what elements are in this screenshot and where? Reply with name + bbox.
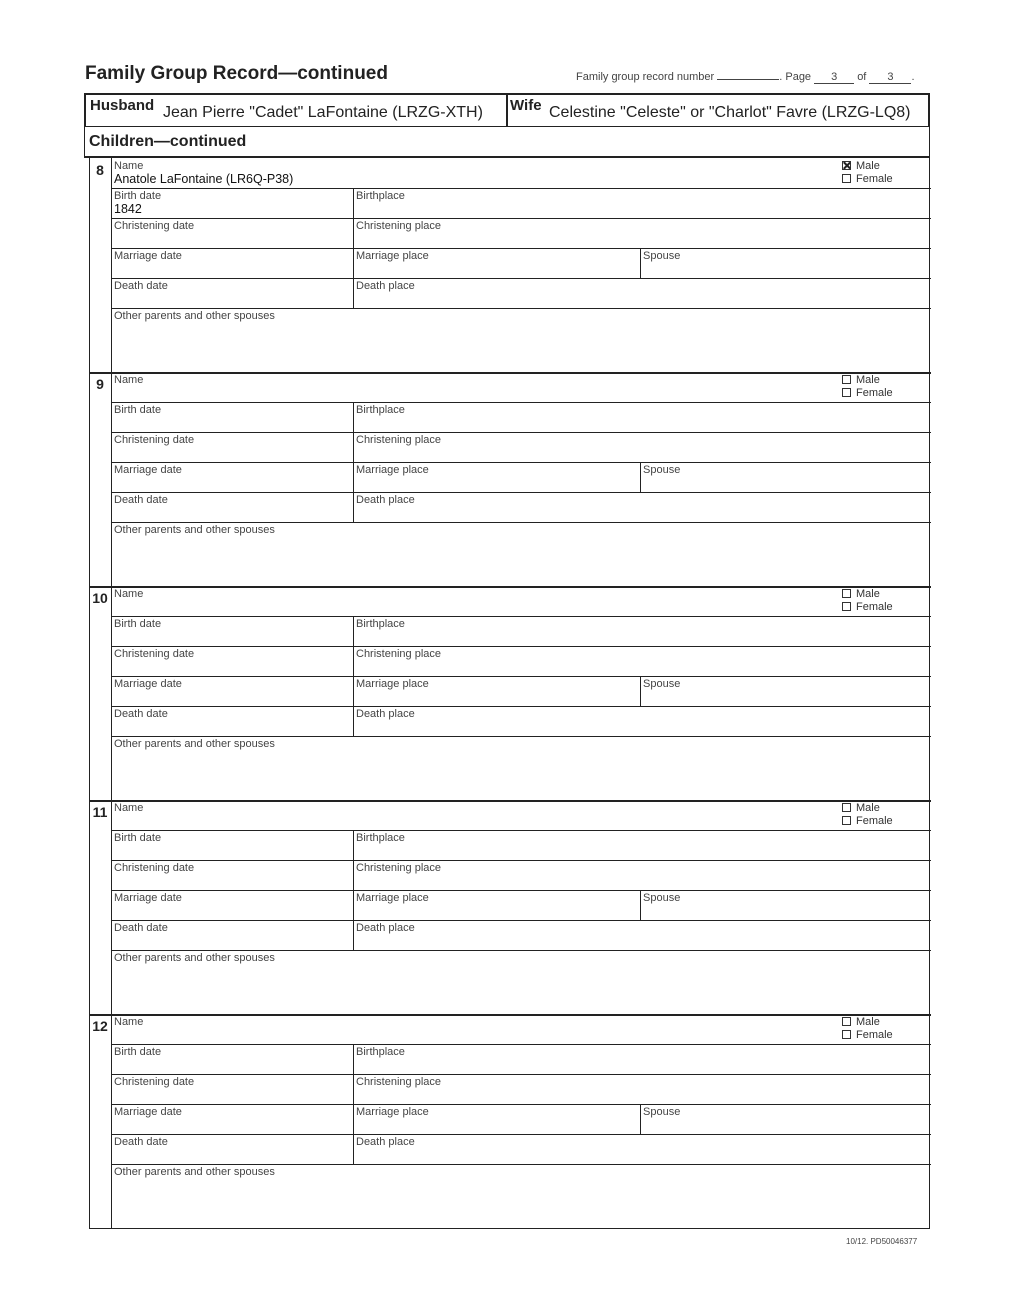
- birthplace-label: Birthplace: [356, 190, 405, 202]
- death-date-label: Death date: [114, 280, 168, 292]
- name-label: Name: [114, 802, 144, 814]
- marriage-place-label: Marriage place: [356, 678, 429, 690]
- child-fields: [111, 372, 931, 586]
- male-label: Male: [856, 374, 880, 386]
- child-record-9: [90, 372, 931, 586]
- male-label: Male: [856, 1016, 880, 1028]
- name-label: Name: [114, 1016, 144, 1028]
- row-line: [112, 676, 931, 677]
- birth-date-label: Birth date: [114, 618, 162, 630]
- row-line: [112, 308, 931, 309]
- child-number: 8: [96, 162, 104, 178]
- male-label: Male: [856, 160, 880, 172]
- christening-place-label: Christening place: [356, 220, 441, 232]
- birth-date-label: Birth date: [114, 190, 162, 202]
- row-line: [112, 522, 931, 523]
- row-line: [112, 646, 931, 647]
- birth-date-label: Birth date: [114, 832, 162, 844]
- female-checkbox[interactable]: [842, 174, 851, 183]
- row-line: [112, 950, 931, 951]
- row-line: [112, 830, 931, 831]
- sex-checkboxes: [842, 160, 893, 186]
- male-checkbox[interactable]: [842, 375, 851, 384]
- marriage-date-label: Marriage date: [114, 1106, 182, 1118]
- row-line: [112, 402, 931, 403]
- row-line: [112, 1044, 931, 1045]
- death-place-label: Death place: [356, 708, 415, 720]
- column-line: [353, 1044, 354, 1164]
- column-line: [353, 188, 354, 308]
- record-number-field[interactable]: [717, 79, 779, 80]
- child-record-12: [90, 1014, 931, 1228]
- sex-checkboxes: [842, 588, 893, 614]
- male-checkbox[interactable]: [842, 589, 851, 598]
- child-number: 11: [92, 804, 108, 820]
- name-label: Name: [114, 160, 144, 172]
- child-fields: [111, 158, 931, 372]
- marriage-place-label: Marriage place: [356, 464, 429, 476]
- husband-name[interactable]: Jean Pierre "Cadet" LaFontaine (LRZG-XTH): [163, 104, 483, 121]
- birth-date-label: Birth date: [114, 404, 162, 416]
- column-line: [640, 462, 641, 492]
- female-label: Female: [856, 601, 893, 613]
- row-line: [112, 736, 931, 737]
- column-line: [353, 402, 354, 522]
- christening-date-label: Christening date: [114, 434, 195, 446]
- female-checkbox[interactable]: [842, 816, 851, 825]
- child-fields: [111, 1014, 931, 1228]
- birth-date-label: Birth date: [114, 1046, 162, 1058]
- parents-header: [84, 93, 930, 127]
- page-label: Page: [785, 71, 812, 83]
- death-place-label: Death place: [356, 922, 415, 934]
- name-label: Name: [114, 588, 144, 600]
- christening-place-label: Christening place: [356, 648, 441, 660]
- child-record-10: [90, 586, 931, 800]
- other-parents-label: Other parents and other spouses: [114, 310, 275, 322]
- marriage-date-label: Marriage date: [114, 678, 182, 690]
- row-line: [112, 432, 931, 433]
- column-line: [353, 616, 354, 736]
- birthplace-label: Birthplace: [356, 404, 405, 416]
- row-line: [112, 920, 931, 921]
- child-record-11: [90, 800, 931, 1014]
- row-line: [112, 188, 931, 189]
- form-title: Family Group Record—continued: [85, 63, 388, 84]
- row-line: [112, 1134, 931, 1135]
- record-number-label: Family group record number: [576, 71, 715, 83]
- row-line: [112, 278, 931, 279]
- female-checkbox[interactable]: [842, 388, 851, 397]
- marriage-date-label: Marriage date: [114, 892, 182, 904]
- spouse-label: Spouse: [643, 1106, 681, 1118]
- marriage-date-label: Marriage date: [114, 464, 182, 476]
- of-label: of: [857, 71, 867, 83]
- row-line: [112, 218, 931, 219]
- spouse-label: Spouse: [643, 678, 681, 690]
- death-date-label: Death date: [114, 708, 168, 720]
- female-label: Female: [856, 1029, 893, 1041]
- birthplace-label: Birthplace: [356, 1046, 405, 1058]
- other-parents-label: Other parents and other spouses: [114, 738, 275, 750]
- child-fields: [111, 800, 931, 1014]
- page-number-field[interactable]: 3: [814, 71, 854, 84]
- marriage-place-label: Marriage place: [356, 250, 429, 262]
- spouse-label: Spouse: [643, 464, 681, 476]
- male-checkbox[interactable]: [842, 1017, 851, 1026]
- row-line: [112, 492, 931, 493]
- christening-date-label: Christening date: [114, 862, 195, 874]
- row-line: [112, 890, 931, 891]
- row-line: [112, 1104, 931, 1105]
- marriage-place-label: Marriage place: [356, 892, 429, 904]
- wife-name[interactable]: Celestine "Celeste" or "Charlot" Favre (LRZG-LQ8): [549, 104, 911, 121]
- birthplace-label: Birthplace: [356, 618, 405, 630]
- christening-place-label: Christening place: [356, 1076, 441, 1088]
- death-date-label: Death date: [114, 494, 168, 506]
- other-parents-label: Other parents and other spouses: [114, 952, 275, 964]
- column-line: [640, 890, 641, 920]
- children-table: [89, 158, 930, 1229]
- row-line: [112, 248, 931, 249]
- child-number: 10: [92, 590, 108, 606]
- page-total-field[interactable]: 3: [869, 71, 911, 84]
- column-line: [353, 830, 354, 950]
- male-label: Male: [856, 802, 880, 814]
- female-label: Female: [856, 387, 893, 399]
- male-checkbox[interactable]: [842, 161, 851, 170]
- other-parents-label: Other parents and other spouses: [114, 1166, 275, 1178]
- column-line: [640, 676, 641, 706]
- death-place-label: Death place: [356, 494, 415, 506]
- christening-date-label: Christening date: [114, 648, 195, 660]
- column-line: [640, 1104, 641, 1134]
- row-line: [112, 860, 931, 861]
- male-label: Male: [856, 588, 880, 600]
- children-heading-row: [84, 127, 930, 158]
- form-footer: 10/12. PD50046377: [846, 1237, 918, 1246]
- female-checkbox[interactable]: [842, 602, 851, 611]
- child-name[interactable]: Anatole LaFontaine (LR6Q-P38): [114, 172, 294, 186]
- spouse-label: Spouse: [643, 250, 681, 262]
- female-checkbox[interactable]: [842, 1030, 851, 1039]
- christening-date-label: Christening date: [114, 220, 195, 232]
- row-line: [112, 1164, 931, 1165]
- christening-date-label: Christening date: [114, 1076, 195, 1088]
- sex-checkboxes: [842, 374, 893, 400]
- child-record-8: [90, 158, 931, 372]
- sex-checkboxes: [842, 802, 893, 828]
- row-line: [112, 706, 931, 707]
- death-date-label: Death date: [114, 922, 168, 934]
- child-number: 9: [96, 376, 104, 392]
- birth-date-value[interactable]: 1842: [114, 202, 142, 216]
- death-place-label: Death place: [356, 280, 415, 292]
- row-line: [112, 462, 931, 463]
- death-date-label: Death date: [114, 1136, 168, 1148]
- marriage-date-label: Marriage date: [114, 250, 182, 262]
- name-label: Name: [114, 374, 144, 386]
- column-line: [640, 248, 641, 278]
- death-place-label: Death place: [356, 1136, 415, 1148]
- child-number: 12: [92, 1018, 108, 1034]
- female-label: Female: [856, 173, 893, 185]
- sex-checkboxes: [842, 1016, 893, 1042]
- row-line: [112, 1074, 931, 1075]
- female-label: Female: [856, 815, 893, 827]
- christening-place-label: Christening place: [356, 862, 441, 874]
- children-heading: Children—continued: [89, 133, 247, 150]
- header-divider: [506, 95, 508, 126]
- record-number-line: Family group record number . Page 3 of 3 .: [576, 71, 915, 83]
- marriage-place-label: Marriage place: [356, 1106, 429, 1118]
- child-fields: [111, 586, 931, 800]
- male-checkbox[interactable]: [842, 803, 851, 812]
- other-parents-label: Other parents and other spouses: [114, 524, 275, 536]
- christening-place-label: Christening place: [356, 434, 441, 446]
- spouse-label: Spouse: [643, 892, 681, 904]
- birthplace-label: Birthplace: [356, 832, 405, 844]
- row-line: [112, 616, 931, 617]
- husband-label: Husband: [90, 97, 155, 114]
- wife-label: Wife: [510, 97, 542, 114]
